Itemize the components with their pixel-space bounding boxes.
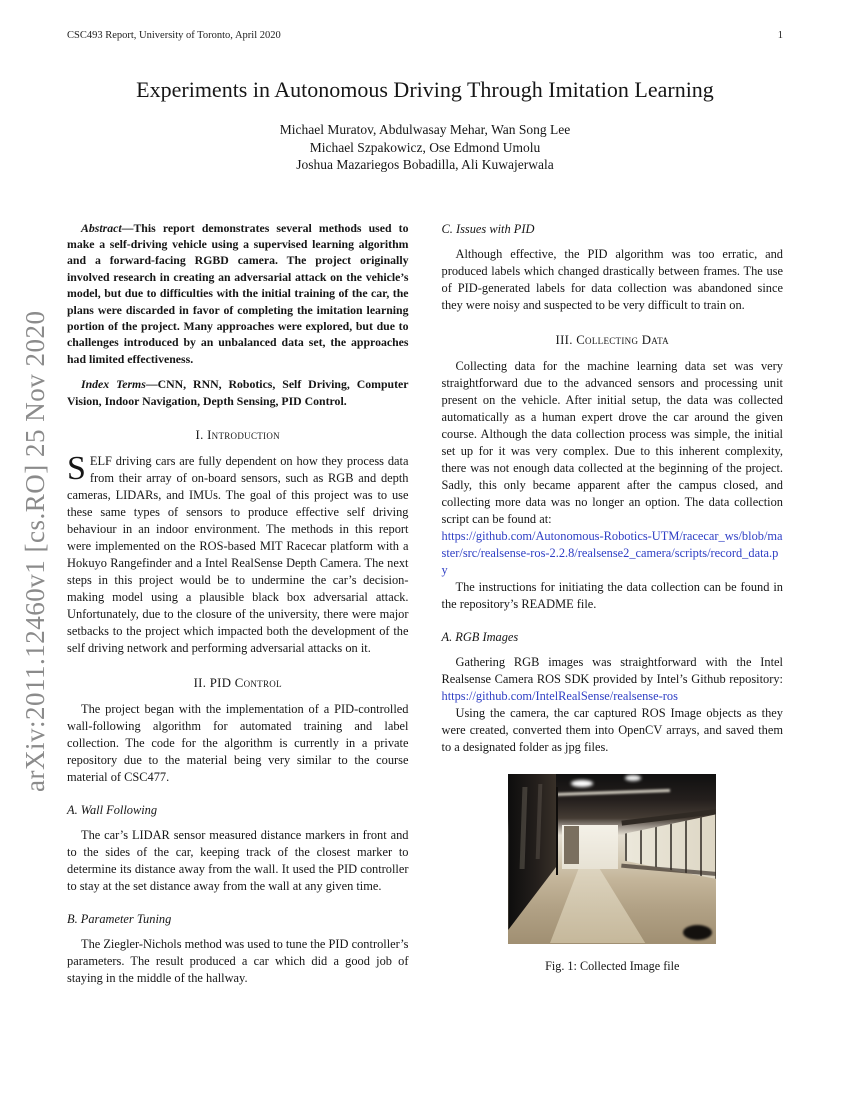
subsection-heading-parameter-tuning: B. Parameter Tuning (67, 911, 172, 926)
data-collection-script-link[interactable]: https://github.com/Autonomous-Robotics-UTM/racecar_ws/blob/master/src/realsense-ros-2.2.8/realsense2_camera/scripts/record_data.py (441, 528, 783, 577)
index-terms-label: Index Terms (81, 377, 146, 392)
section-heading-pid-control: II. PID Control (193, 675, 282, 690)
rgb-images-text: Gathering RGB images was straightforward with the Intel Realsense Camera ROS SDK provided by Intel’s Github repository: (441, 654, 783, 686)
arxiv-watermark: arXiv:2011.12460v1 [cs.RO] 25 Nov 2020 (20, 310, 50, 792)
collecting-data-paragraph: Collecting data for the machine learning data set was very straightforward due to the advanced sensors and processing unit present on the vehicle. After initial setup, the data was collected automatically as a human expert drove the car around the given course. Although the data collection process was simple, the initial set up for it was very complex. Due to this inherent complexity, there was not enough data collected at the beginning of the project. Sadly, this only became apparent after the campus closed, and collecting more data was no longer an option. The data collection script can be found at: (441, 358, 783, 526)
rgb-images-paragraph (442, 654, 784, 705)
abstract-paragraph (67, 220, 409, 368)
realsense-ros-link[interactable]: https://github.com/IntelRealSense/realsense-ros (441, 688, 678, 703)
section-heading-introduction: I. Introduction (195, 427, 280, 442)
author-block (67, 121, 783, 174)
intro-text: ELF driving cars are fully dependent on how they process data from their array of on-board sensors, such as RGB and depth cameras, LIDARs, and IMUs. The goal of this project was to use these same types of sensors to produce effective self driving behaviour in an indoor environment. The methods in this report were implemented on the ROS-based MIT Racecar platform with a Hokuyo Rangefinder and a Intel RealSense Depth Camera. The next steps in this project would be to undermine the car’s decision-making model using a plausible black box adversarial attack. Unfortunately, due to the closure of the university, there were major setbacks to the project which impacted both the development of the self driving network and performing adversarial attacks on it. (67, 453, 409, 655)
running-header (67, 30, 783, 41)
author-line: Michael Szpakowicz, Ose Edmond Umolu (309, 139, 541, 155)
figure-caption: Fig. 1: Collected Image file (545, 958, 680, 973)
right-column (442, 220, 784, 987)
figure-1 (508, 774, 716, 975)
subsection-heading-wall-following: A. Wall Following (67, 802, 158, 817)
section-heading-collecting-data: III. Collecting Data (555, 332, 669, 347)
parameter-tuning-paragraph: The Ziegler-Nichols method was used to tune the PID controller’s parameters. The result produced a car which did a good job of staying in the middle of the hallway. (67, 936, 409, 985)
index-terms-paragraph (67, 376, 409, 409)
index-terms-text: —CNN, RNN, Robotics, Self Driving, Computer Vision, Indoor Navigation, Depth Sensing, PID Control. (67, 377, 409, 408)
author-line: Michael Muratov, Abdulwasay Mehar, Wan Song Lee (279, 122, 571, 137)
hallway-end-door (564, 826, 579, 863)
author-line: Joshua Mazariegos Bobadilla, Ali Kuwajerwala (296, 157, 554, 172)
subsection-heading-rgb-images: A. RGB Images (441, 629, 519, 644)
running-header-left: CSC493 Report, University of Toronto, April 2020 (67, 30, 281, 41)
subsection-heading-issues-with-pid: C. Issues with PID (441, 221, 535, 236)
paper-title: Experiments in Autonomous Driving Through Imitation Learning (136, 77, 714, 102)
readme-paragraph: The instructions for initiating the data collection can be found in the repository’s README file. (441, 579, 783, 611)
pid-paragraph: The project began with the implementation of a PID-controlled wall-following algorithm for automated training and label collection. The code for the algorithm is currently in a private repository due to the material being very similar to the course material of CSC477. (67, 701, 409, 784)
hallway-shadow-object (683, 925, 712, 940)
rgb-images-paragraph-2: Using the camera, the car captured ROS Image objects as they were created, converted them into OpenCV arrays, and saved them to a designated folder as jpg files. (441, 705, 783, 754)
abstract-text: —This report demonstrates several methods used to make a self-driving vehicle using a supervised learning algorithm and a forward-facing RGBD camera. The project originally involved research in creating an adversarial attack on the vehicle’s model, but due to difficulties with the initial training of the car, the plans were discarded in favor of completing the imitation learning portion of the project. Many approaches were explored, but due to challenges introduced by an unbalanced data set, the approaches had limited effectiveness. (67, 220, 409, 366)
abstract-label: Abstract (81, 220, 122, 235)
issues-pid-paragraph: Although effective, the PID algorithm was too erratic, and produced labels which changed drastically between frames. The use of PID-generated labels for data collection was abandoned since they were noisy and suspected to be very difficult to train on. (441, 246, 783, 312)
hallway-photo (508, 774, 716, 944)
intro-paragraph (67, 449, 409, 657)
page-number: 1 (777, 30, 783, 41)
wall-following-paragraph: The car’s LIDAR sensor measured distance markers in front and to the sides of the car, keeping track of the closest marker to determine its distance away from the wall. It used the PID controller to stay at the set distance away from the wall at any given time. (67, 827, 409, 893)
hallway-door-frame (556, 787, 558, 875)
two-column-body (67, 220, 783, 987)
drop-cap: S (67, 449, 86, 487)
left-column (67, 220, 409, 987)
